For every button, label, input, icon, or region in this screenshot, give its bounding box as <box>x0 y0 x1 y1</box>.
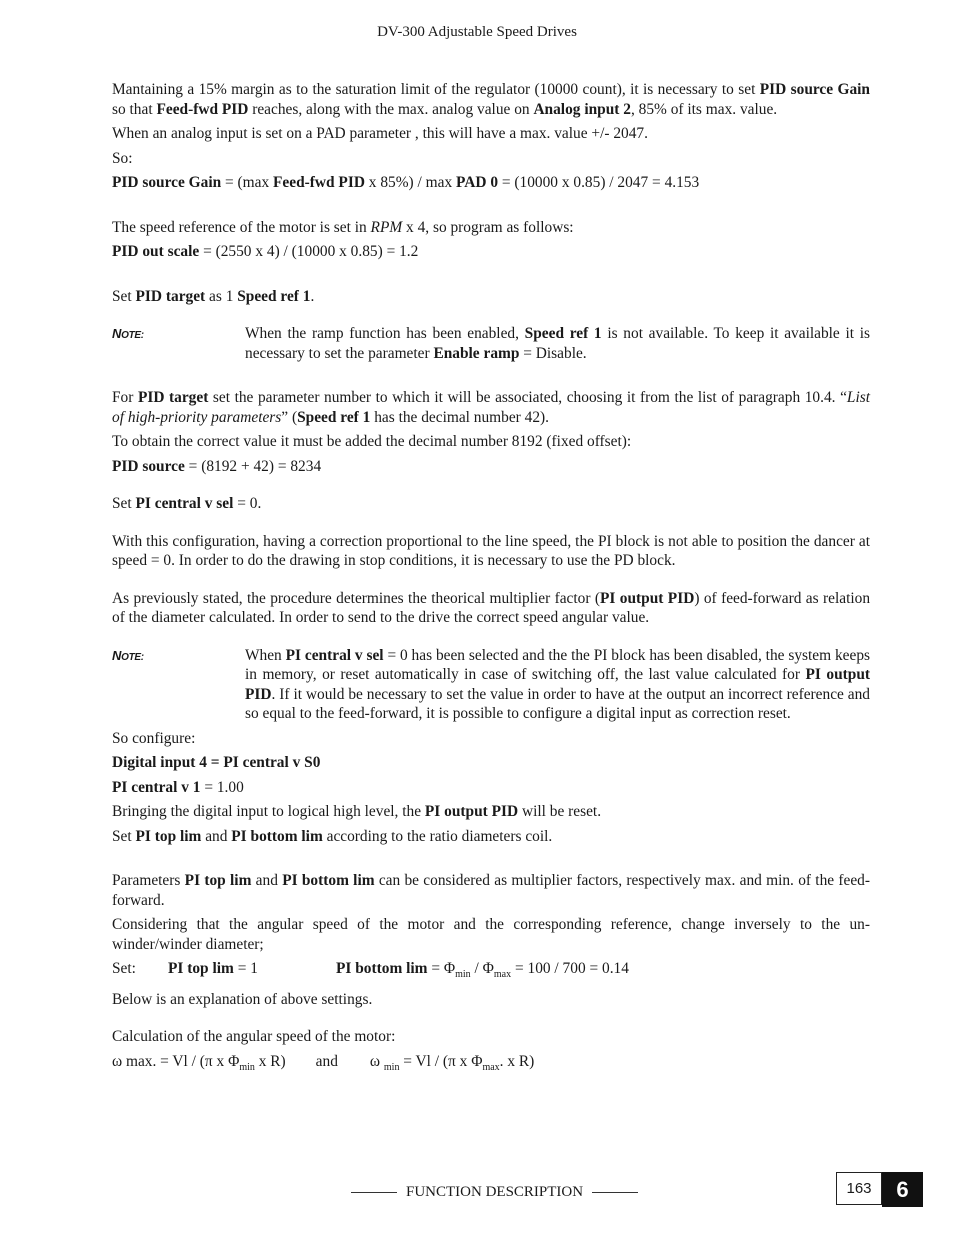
paragraph-set-pi-central: Set PI central v sel = 0. <box>112 495 262 512</box>
paragraph-configuration: With this configuration, having a correction proportional to the line speed, the PI block is not able to position the dancer at speed = 0. In order to do the drawing in stop conditions, it is necessary to use the PD block. <box>112 532 870 569</box>
note-body: When PI central v sel = 0 has been selected and the the PI block has been disabled, the system keeps in memory, or reset automatically in case of switching off, the last value calculated for PI output PID. If it would be necessary to set the value in order to have at the output an incorrect reference and so equal to the feed-forward, it is possible to configure a digital input as correction reset. <box>245 646 871 722</box>
paragraph-angular-speed: Considering that the angular speed of the motor and the corresponding reference, change inversely to the un-winder/winder diameter; <box>112 916 870 953</box>
paragraph-parameters: Parameters PI top lim and PI bottom lim can be considered as multiplier factors, respectively max. and min. of the feed-forward. <box>112 872 870 909</box>
paragraph-pid-target: For PID target set the parameter number to which it will be associated, choosing it from the list of paragraph 10.4. “List of high-priority parameters” (Speed ref 1 has the decimal number 42). <box>112 389 871 426</box>
paragraph-procedure: As previously stated, the procedure determines the theorical multiplier factor (PI output PID) of feed-forward as relation of the diameter calculated. In order to send to the drive the correct speed angular value. <box>112 589 871 626</box>
paragraph-margin: Mantaining a 15% margin as to the saturation limit of the regulator (10000 count), it is necessary to set PID source Gain so that Feed-fwd PID reaches, along with the max. analog value on Analog input 2, 85% of its max. value. <box>112 81 870 118</box>
page-content <box>112 80 870 1082</box>
footer-title: FUNCTION DESCRIPTION <box>406 1184 584 1200</box>
paragraph-so-configure: So configure: <box>112 729 196 747</box>
paragraph-set-limits: Set PI top lim and PI bottom lim according to the ratio diameters coil. <box>112 827 553 845</box>
formula-pid-source-gain: PID source Gain = (max Feed-fwd PID x 85%) / max PAD 0 = (10000 x 0.85) / 2047 = 4.153 <box>112 174 700 191</box>
page-number: 163 <box>836 1172 882 1205</box>
chapter-tab: 6 <box>882 1172 923 1207</box>
paragraph-set-pid-target: Set PID target as 1 Speed ref 1. <box>112 287 315 305</box>
note-label: NOTE: <box>112 326 144 341</box>
paragraph-explanation: Below is an explanation of above settings. <box>112 990 373 1008</box>
note-ramp <box>112 324 870 363</box>
setting-digital-input: Digital input 4 = PI central v S0 <box>112 754 321 771</box>
paragraph-analog: When an analog input is set on a PAD parameter , this will have a max. value +/- 2047. <box>112 125 648 142</box>
running-header: DV-300 Adjustable Speed Drives <box>377 24 577 40</box>
formula-limits: Set: PI top lim = 1 PI bottom $\lim = \Phi_{min} / \Phi_{max} = 100 / 700 = 0.14$ <box>112 960 629 980</box>
footer-rule-right <box>592 1192 638 1193</box>
note-body: When the ramp function has been enabled, Speed ref 1 is not available. To keep it available it is necessary to set the parameter Enable ramp = Disable. <box>245 325 870 362</box>
paragraph-speed-reference: The speed reference of the motor is set in RPM x 4, so program as follows: <box>112 218 574 236</box>
setting-pi-central-v1: PI central v 1 = 1.00 <box>112 778 244 796</box>
note-label: NOTE: <box>112 647 144 663</box>
footer-rule-left <box>351 1192 397 1193</box>
running-footer <box>342 1184 647 1201</box>
note-pi-central <box>112 646 870 724</box>
paragraph-so: So: <box>112 149 133 167</box>
formula-pid-source: PID source = (8192 + 42) = 8234 <box>112 457 322 475</box>
paragraph-calculation: Calculation of the angular speed of the motor: <box>112 1028 396 1045</box>
paragraph-reset: Bringing the digital input to logical high level, the PI output PID will be reset. <box>112 803 602 820</box>
formula-angular-speed: ω max. = Vl / (π x $\Phi_{min}$ x R) and ω $_{min}$ = Vl / (π x $\Phi_{max}$. x R) <box>112 1052 535 1073</box>
formula-pid-out-scale: PID out scale = (2550 x 4) / (10000 x 0.85) = 1.2 <box>112 243 419 260</box>
paragraph-offset: To obtain the correct value it must be added the decimal number 8192 (fixed offset): <box>112 433 632 450</box>
